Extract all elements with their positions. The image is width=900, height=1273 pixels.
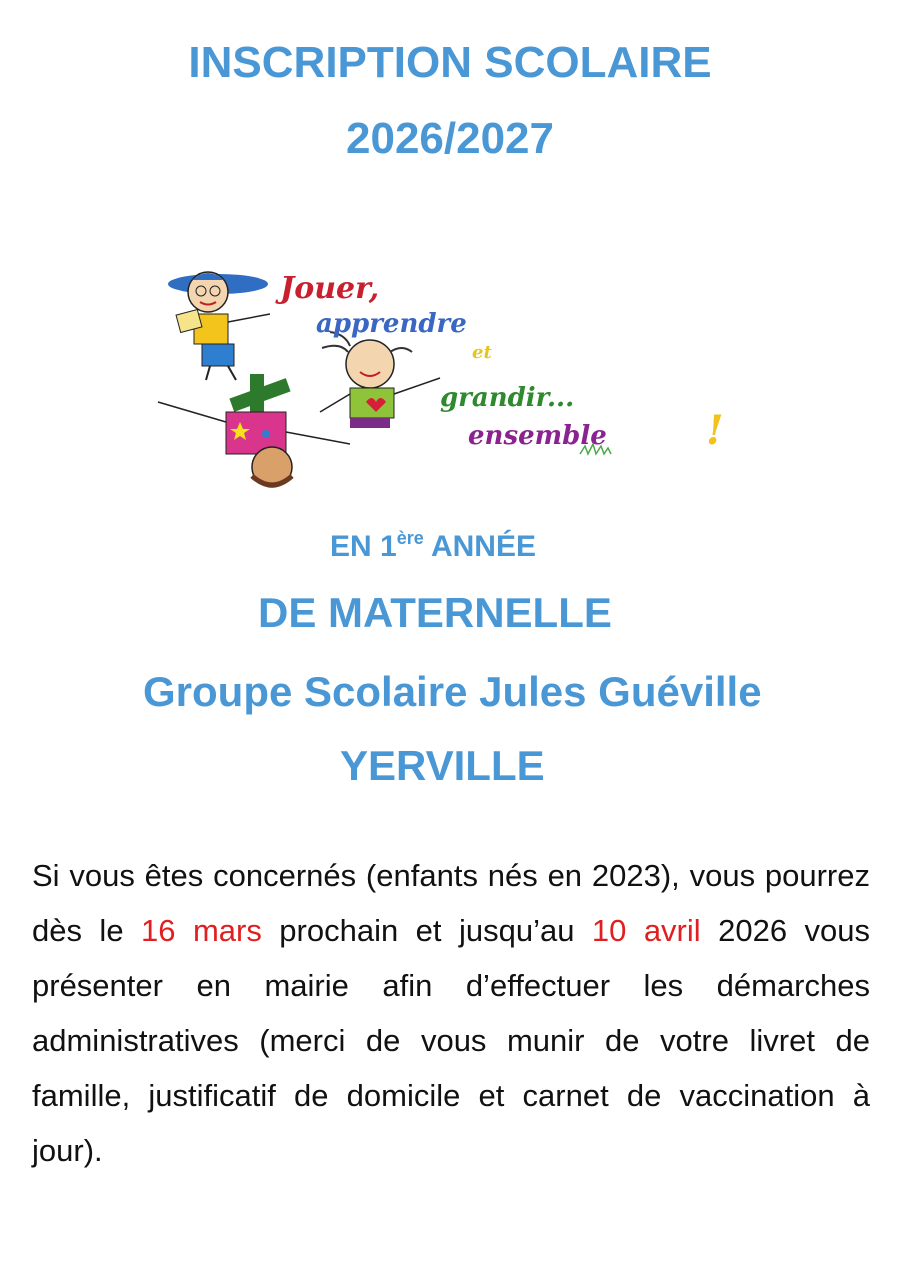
grade-level-prefix: EN 1 [330,530,397,563]
start-date: 16 mars [141,913,262,948]
kid-upside-down-drawing [158,374,350,487]
kid-with-cap-drawing [168,272,270,380]
paragraph-part-3: 2026 vous présenter en mairie afin d’effectuer les démarches administratives (merci de vous munir de votre livret de famille, justificatif de domicile et carnet de vaccination à jour). [32,913,871,1168]
grade-level-sup: ère [396,528,424,548]
school-name: Groupe Scolaire Jules Guéville [143,668,762,715]
end-date: 10 avril [591,913,701,948]
kid-green-shirt-drawing [320,332,440,428]
registration-paragraph [32,848,870,1178]
paragraph-part-2: prochain et jusqu’au [261,913,592,948]
slogan [275,271,724,454]
slogan-word-3: et [472,342,492,363]
title-school-year: 2026/2027 [346,114,554,163]
slogan-word-2: apprendre [316,309,467,339]
paragraph-part-1: Si vous êtes concernés (enfants nés en 2023), vous pourrez dès le [32,858,870,948]
slogan-word-5: ensemble [468,421,607,451]
slogan-word-1: Jouer, [280,271,380,306]
kids-illustration [150,262,770,502]
grade-level-suffix: ANNÉE [423,530,536,563]
slogan-exclamation: ! [706,407,724,454]
grade-level [330,528,536,564]
title-line-1: INSCRIPTION SCOLAIRE [188,38,712,87]
slogan-word-4: grandir... [440,383,575,413]
town-name: YERVILLE [340,742,545,789]
maternelle-heading: DE MATERNELLE [258,589,612,636]
